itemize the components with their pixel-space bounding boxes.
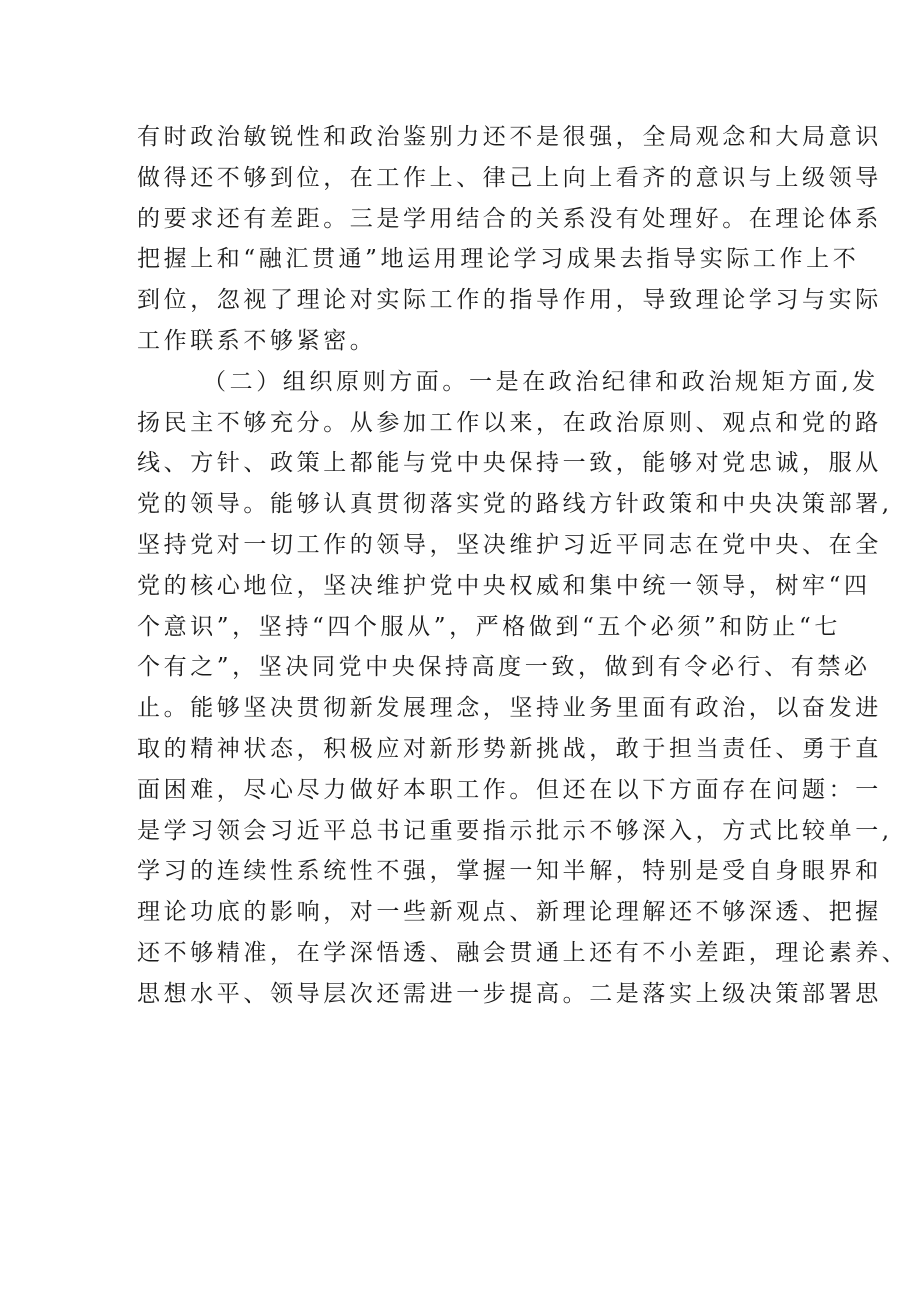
text-line: 把握上和“融汇贯通”地运用理论学习成果去指导实际工作上不: [137, 246, 860, 273]
text-line: 线、方针、政策上都能与党中央保持一致，能够对党忠诚，服从: [137, 450, 882, 477]
text-line: 取的精神状态，积极应对新形势新挑战，敢于担当责任、勇于直: [137, 735, 882, 762]
text-line: 止。能够坚决贯彻新发展理念，坚持业务里面有政治，以奋发进: [137, 695, 882, 722]
text-line: 党的核心地位，坚决维护党中央权威和集中统一领导，树牢“四: [137, 572, 871, 599]
text-line: 做得还不够到位，在工作上、律己上向上看齐的意识与上级领导: [137, 164, 882, 191]
text-line: 学习的连续性系统性不强，掌握一知半解，特别是受自身眼界和: [137, 858, 882, 885]
text-line: 的要求还有差距。三是学用结合的关系没有处理好。在理论体系: [137, 205, 882, 232]
section-heading-line: （二）组织原则方面。一是在政治纪律和政治规矩方面,发: [203, 368, 879, 395]
text-line: 个有之”，坚决同党中央保持高度一致，做到有令必行、有禁必: [137, 654, 871, 681]
text-line: 扬民主不够充分。从参加工作以来，在政治原则、观点和党的路: [137, 409, 882, 436]
text-line: 还不够精准，在学深悟透、融会贯通上还有不小差距，理论素养、: [137, 939, 909, 966]
text-line: 个意识”，坚持“四个服从”，严格做到“五个必须”和防止“七: [137, 613, 841, 640]
text-line: 坚持党对一切工作的领导，坚决维护习近平同志在党中央、在全: [137, 531, 882, 558]
text-line: 理论功底的影响，对一些新观点、新理论理解还不够深透、把握: [137, 899, 882, 926]
text-line: 到位，忽视了理论对实际工作的指导作用，导致理论学习与实际: [137, 287, 882, 314]
text-line: 工作联系不够紧密。: [137, 327, 377, 354]
text-line: 党的领导。能够认真贯彻落实党的路线方针政策和中央决策部署,: [137, 491, 893, 518]
body-text: [137, 117, 909, 1015]
text-line: 思想水平、领导层次还需进一步提高。二是落实上级决策部署思: [137, 980, 882, 1007]
text-line: 面困难，尽心尽力做好本职工作。但还在以下方面存在问题：一: [137, 776, 882, 803]
text-line: 是学习领会习近平总书记重要指示批示不够深入，方式比较单一,: [137, 817, 893, 844]
text-line: 有时政治敏锐性和政治鉴别力还不是很强，全局观念和大局意识: [137, 124, 882, 150]
